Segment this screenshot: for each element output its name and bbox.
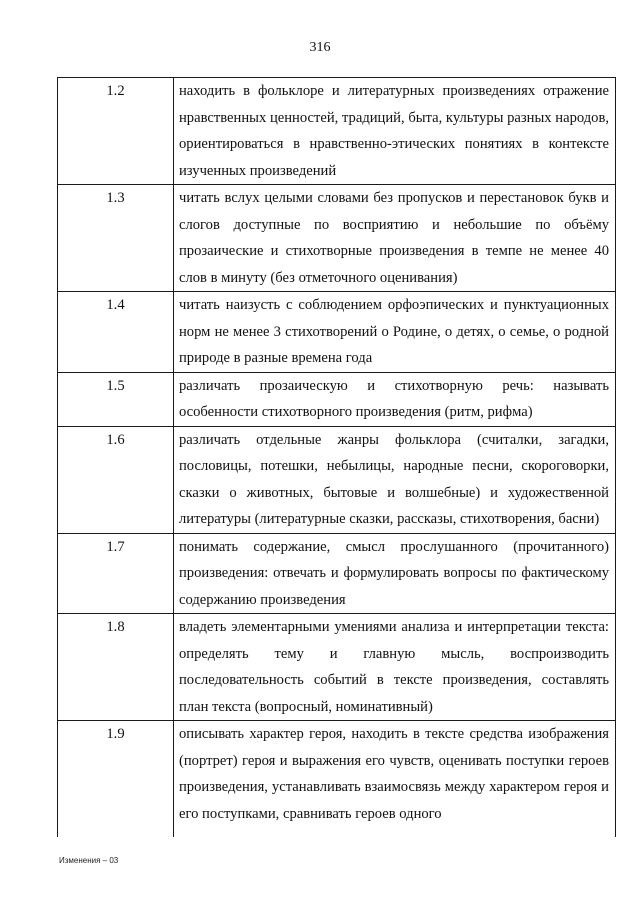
row-text: находить в фольклоре и литературных произведениях отражение нравственных ценностей, традиций, быта, культуры разных народов, ориентироваться в нравственно-этических понятиях в контексте изученных произведений bbox=[174, 78, 616, 185]
table-row bbox=[58, 721, 616, 838]
footer-revision-note: Изменения – 03 bbox=[59, 856, 119, 865]
table-row bbox=[58, 426, 616, 533]
page-number: 316 bbox=[309, 40, 331, 55]
row-number: 1.3 bbox=[58, 185, 174, 292]
table-row bbox=[58, 78, 616, 185]
row-number: 1.2 bbox=[58, 78, 174, 185]
table-row bbox=[58, 533, 616, 614]
row-text-cell bbox=[174, 721, 616, 838]
row-text: различать отдельные жанры фольклора (считалки, загадки, пословицы, потешки, небылицы, народные песни, скороговорки, сказки о животных, бытовые и волшебные) и художественной литературы (литературные сказки, рассказы, стихотворения, басни) bbox=[174, 426, 616, 533]
table-row bbox=[58, 372, 616, 426]
row-text: понимать содержание, смысл прослушанного (прочитанного) произведения: отвечать и формулировать вопросы по фактическому содержанию произведения bbox=[174, 533, 616, 614]
row-number: 1.5 bbox=[58, 372, 174, 426]
row-number: 1.9 bbox=[58, 721, 174, 838]
table-row bbox=[58, 185, 616, 292]
row-text: читать вслух целыми словами без пропусков и перестановок букв и слогов доступные по восприятию и небольшие по объёму прозаические и стихотворные произведения в темпе не менее 40 слов в минуту (без отметочного оценивания) bbox=[174, 185, 616, 292]
row-number: 1.7 bbox=[58, 533, 174, 614]
row-number: 1.8 bbox=[58, 614, 174, 721]
row-text: различать прозаическую и стихотворную речь: называть особенности стихотворного произведения (ритм, рифма) bbox=[174, 372, 616, 426]
row-number: 1.6 bbox=[58, 426, 174, 533]
requirements-table bbox=[57, 77, 616, 837]
row-text: читать наизусть с соблюдением орфоэпических и пунктуационных норм не менее 3 стихотворений о Родине, о детях, о семье, о родной природе в разные времена года bbox=[174, 292, 616, 373]
row-text: описывать характер героя, находить в тексте средства изображения (портрет) героя и выражения его чувств, оценивать поступки героев произведения, устанавливать взаимосвязь между характером героя и его поступками, сравнивать героев одного bbox=[179, 726, 609, 822]
table-row bbox=[58, 292, 616, 373]
row-number: 1.4 bbox=[58, 292, 174, 373]
row-text: владеть элементарными умениями анализа и интерпретации текста: определять тему и главную мысль, воспроизводить последовательность событий в тексте произведения, составлять план текста (вопросный, номинативный) bbox=[174, 614, 616, 721]
table-row bbox=[58, 614, 616, 721]
